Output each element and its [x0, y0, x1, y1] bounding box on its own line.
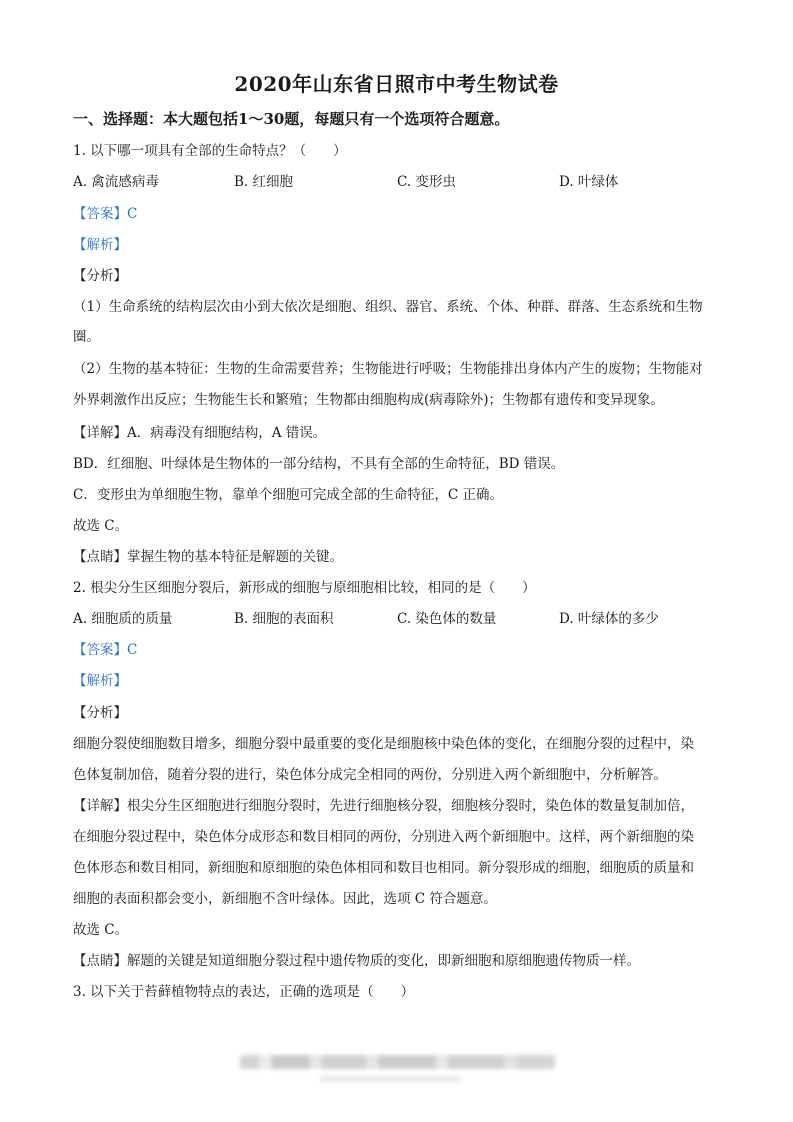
q2-answer: 【答案】C	[73, 642, 138, 658]
q2-detail-3: 色体形态和数目相同，新细胞和原细胞的染色体相同和数目也相同。新分裂形成的细胞，细胞质的质量和	[73, 860, 694, 876]
q2-option-d: D. 叶绿体的多少	[559, 611, 659, 627]
q1-analysis-tag: 【解析】	[73, 237, 127, 253]
question-1-stem: 1. 以下哪一项具有全部的生命特点？（ ）	[73, 143, 347, 159]
q2-analysis-1: 细胞分裂使细胞数目增多，细胞分裂中最重要的变化是细胞核中染色体的变化，在细胞分裂的过程中，染	[73, 736, 694, 752]
q1-detail-4: 故选 C。	[73, 518, 129, 534]
section-heading: 一、选择题：本大题包括1～30题，每题只有一个选项符合题意。	[73, 110, 510, 128]
q1-paragraph-2b: 外界刺激作出反应；生物能生长和繁殖；生物都由细胞构成(病毒除外)；生物都有遗传和变异现象。	[73, 392, 665, 408]
q2-fenxi-tag: 【分析】	[73, 705, 127, 721]
q1-detail-2: BD．红细胞、叶绿体是生物体的一部分结构，不具有全部的生命特征，BD 错误。	[73, 456, 565, 472]
q1-answer: 【答案】C	[73, 206, 138, 222]
q1-option-b: B. 红细胞	[234, 174, 294, 190]
q2-detail-1: 【详解】根尖分生区细胞进行细胞分裂时，先进行细胞核分裂，细胞核分裂时，染色体的数量复制加倍，	[73, 798, 694, 814]
q2-detail-2: 在细胞分裂过程中，染色体分成形态和数目相同的两份，分别进入两个新细胞中。这样，两个新细胞的染	[73, 829, 694, 845]
q2-dianjing: 【点睛】解题的关键是知道细胞分裂过程中遗传物质的变化，即新细胞和原细胞遗传物质一样。	[73, 953, 640, 969]
footer-watermark	[240, 1055, 555, 1069]
q2-detail-5: 故选 C。	[73, 922, 129, 938]
page-title: 2020年山东省日照市中考生物试卷	[234, 72, 559, 96]
q1-fenxi-tag: 【分析】	[73, 268, 127, 284]
q2-option-c: C. 染色体的数量	[397, 611, 497, 627]
question-2-stem: 2. 根尖分生区细胞分裂后，新形成的细胞与原细胞相比较，相同的是（ ）	[73, 580, 536, 596]
q1-paragraph-2a: （2）生物的基本特征：生物的生命需要营养；生物能进行呼吸；生物能排出身体内产生的废物；生物能对	[73, 361, 703, 377]
q2-analysis-tag: 【解析】	[73, 673, 127, 689]
q1-dianjing: 【点睛】掌握生物的基本特征是解题的关键。	[73, 549, 343, 565]
q2-option-b: B. 细胞的表面积	[234, 611, 334, 627]
q2-option-a: A. 细胞质的质量	[73, 611, 173, 627]
footer-watermark-sub	[320, 1076, 460, 1082]
q1-option-d: D. 叶绿体	[559, 174, 619, 190]
q1-detail-3: C．变形虫为单细胞生物，靠单个细胞可完成全部的生命特征，C 正确。	[73, 487, 503, 503]
q1-paragraph-1a: （1）生命系统的结构层次由小到大依次是细胞、组织、器官、系统、个体、种群、群落、生态系统和生物	[73, 299, 703, 315]
q2-analysis-2: 色体复制加倍，随着分裂的进行，染色体分成完全相同的两份，分别进入两个新细胞中，分析解答。	[73, 767, 667, 783]
question-3-stem: 3. 以下关于苔藓植物特点的表达，正确的选项是（ ）	[73, 984, 415, 1000]
q2-detail-4: 细胞的表面积都会变小，新细胞不含叶绿体。因此，选项 C 符合题意。	[73, 891, 497, 907]
q1-option-c: C. 变形虫	[397, 174, 456, 190]
q1-option-a: A. 禽流感病毒	[73, 174, 159, 190]
q1-detail-1: 【详解】A．病毒没有细胞结构，A 错误。	[73, 425, 327, 441]
q1-paragraph-1b: 圈。	[73, 329, 100, 345]
